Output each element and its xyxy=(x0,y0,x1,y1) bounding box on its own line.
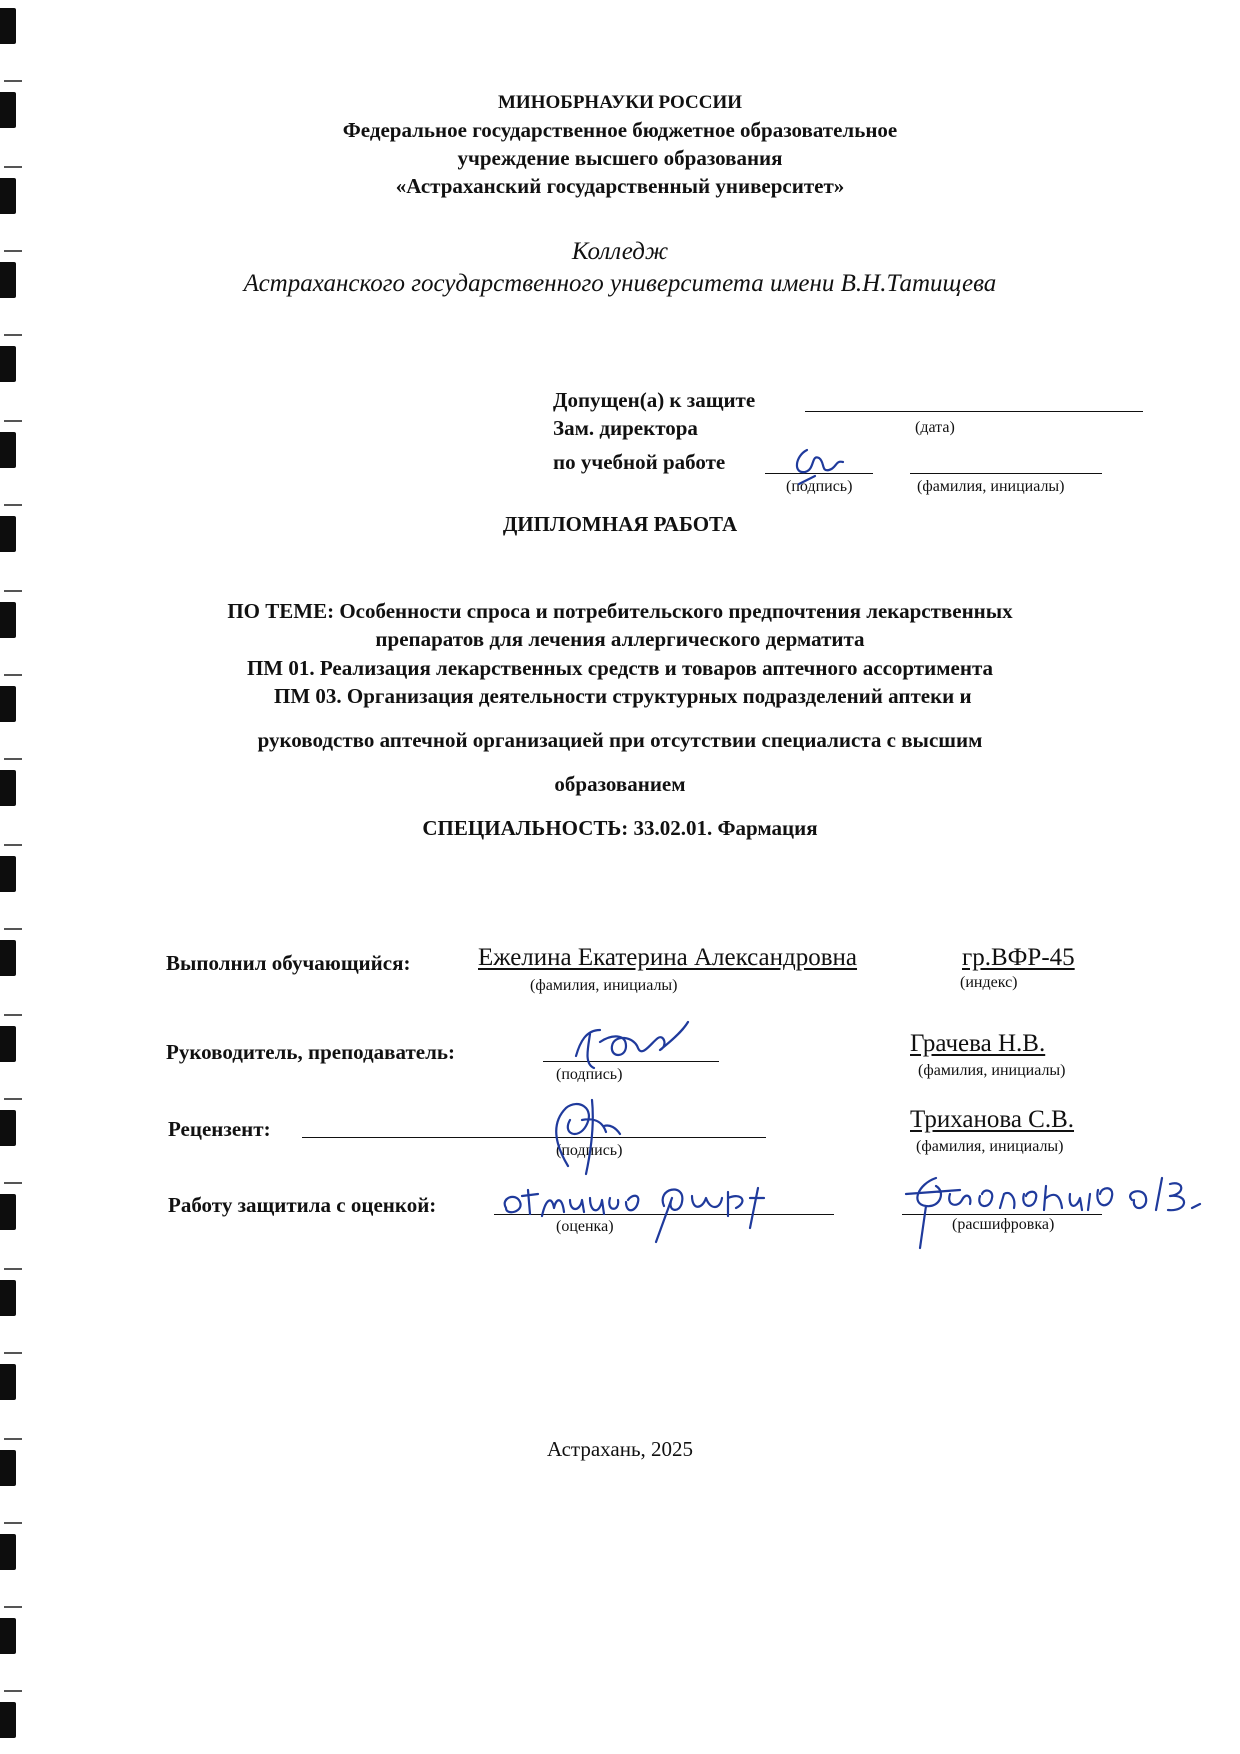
binding-hole xyxy=(0,940,16,976)
ministry-name: МИНОБРНАУКИ РОССИИ xyxy=(497,92,743,113)
student-label: Выполнил обучающийся: xyxy=(166,951,411,975)
deputy-name-caption: (фамилия, инициалы) xyxy=(917,478,1065,495)
student-name-caption: (фамилия, инициалы) xyxy=(530,977,678,994)
date-line xyxy=(805,411,1143,412)
decode-caption: (расшифровка) xyxy=(952,1216,1055,1233)
supervisor-name-caption: (фамилия, инициалы) xyxy=(918,1062,1066,1079)
college-line-2: Астраханского государственного университета имени В.Н.Татищева xyxy=(243,270,997,297)
city-year: Астрахань, 2025 xyxy=(546,1437,694,1461)
defense-label: Работу защитила с оценкой: xyxy=(168,1193,437,1217)
reviewer-label: Рецензент: xyxy=(168,1117,271,1141)
pm03-line-2: руководство аптечной организацией при отсутствии специалиста с высшим xyxy=(257,728,983,752)
binding-tick xyxy=(4,844,22,846)
admitted-label: Допущен(а) к защите xyxy=(553,388,756,412)
topic-line-2: препаратов для лечения аллергического дерматита xyxy=(375,627,865,651)
binding-tick xyxy=(4,1522,22,1524)
binding-hole xyxy=(0,346,16,382)
binding-hole xyxy=(0,856,16,892)
student-group: гр.ВФР-45 xyxy=(962,944,1075,971)
deputy-signature xyxy=(785,438,875,488)
binding-hole xyxy=(0,1702,16,1738)
handwritten-grade xyxy=(496,1168,836,1248)
binding-tick xyxy=(4,1014,22,1016)
binding-hole xyxy=(0,1534,16,1570)
supervisor-signature xyxy=(560,1012,700,1082)
reviewer-signature-caption: (подпись) xyxy=(556,1142,623,1159)
binding-tick xyxy=(4,590,22,592)
binding-hole xyxy=(0,1110,16,1146)
college-line-1: Колледж xyxy=(571,238,669,265)
institution-line-1: Федеральное государственное бюджетное образовательное xyxy=(342,118,898,142)
binding-tick xyxy=(4,420,22,422)
work-title: ДИПЛОМНАЯ РАБОТА xyxy=(502,512,738,536)
binding-hole xyxy=(0,8,16,44)
institution-line-2: учреждение высшего образования xyxy=(457,146,783,170)
reviewer-signature xyxy=(520,1090,640,1180)
supervisor-name: Грачева Н.В. xyxy=(910,1030,1046,1057)
student-name: Ежелина Екатерина Александровна xyxy=(478,944,858,971)
grade-caption: (оценка) xyxy=(556,1218,614,1235)
supervisor-signature-caption: (подпись) xyxy=(556,1066,623,1083)
binding-tick xyxy=(4,1606,22,1608)
reviewer-name: Триханова С.В. xyxy=(910,1106,1075,1133)
topic-line-1: ПО ТЕМЕ: Особенности спроса и потребительского предпочтения лекарственных xyxy=(227,599,1013,623)
binding-hole xyxy=(0,432,16,468)
binding-tick xyxy=(4,1098,22,1100)
binding-tick xyxy=(4,928,22,930)
handwritten-decoding xyxy=(900,1164,1210,1254)
binding-hole xyxy=(0,1364,16,1400)
pm01-module: ПМ 01. Реализация лекарственных средств и товаров аптечного ассортимента xyxy=(246,656,994,680)
binding-tick xyxy=(4,1268,22,1270)
binding-hole xyxy=(0,1194,16,1230)
pm03-line-1: ПМ 03. Организация деятельности структурных подразделений аптеки и xyxy=(274,684,972,708)
date-caption: (дата) xyxy=(915,419,955,436)
binding-tick xyxy=(4,758,22,760)
university-name: «Астраханский государственный университет» xyxy=(395,174,845,198)
binding-tick xyxy=(4,1690,22,1692)
academic-work-label: по учебной работе xyxy=(553,450,726,474)
binding-tick xyxy=(4,1352,22,1354)
binding-hole xyxy=(0,1618,16,1654)
binding-hole xyxy=(0,686,16,722)
binding-tick xyxy=(4,1182,22,1184)
deputy-director-label: Зам. директора xyxy=(553,416,698,440)
binding-tick xyxy=(4,504,22,506)
deputy-name-line xyxy=(910,473,1102,474)
binding-tick xyxy=(4,334,22,336)
deputy-signature-caption: (подпись) xyxy=(786,478,853,495)
specialty: СПЕЦИАЛЬНОСТЬ: 33.02.01. Фармация xyxy=(422,816,818,840)
binding-hole xyxy=(0,1280,16,1316)
student-group-caption: (индекс) xyxy=(960,974,1018,991)
pm03-line-3: образованием xyxy=(554,772,686,796)
binding-tick xyxy=(4,80,22,82)
reviewer-name-caption: (фамилия, инициалы) xyxy=(916,1138,1064,1155)
supervisor-label: Руководитель, преподаватель: xyxy=(166,1040,455,1064)
binding-hole xyxy=(0,1026,16,1062)
